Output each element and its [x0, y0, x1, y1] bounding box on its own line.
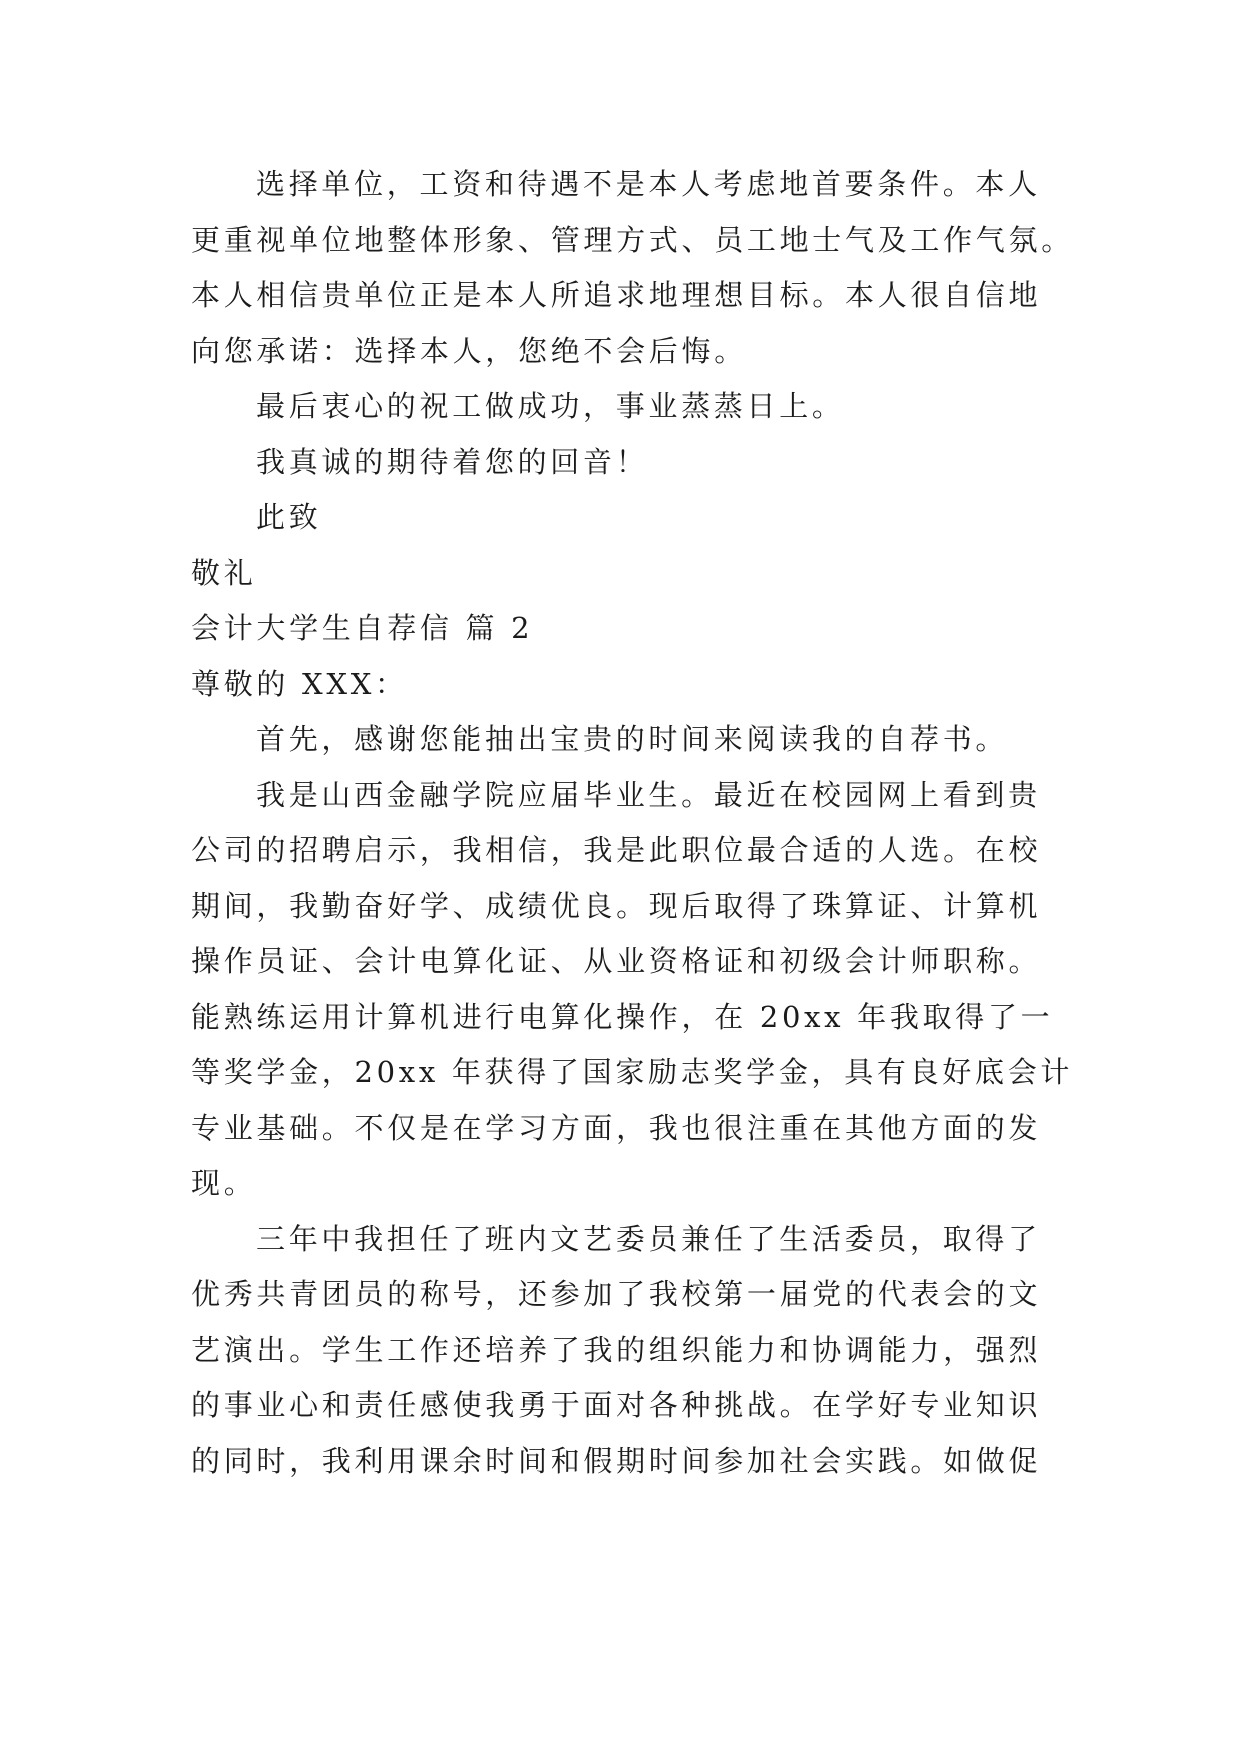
text-line: 公司的招聘启示，我相信，我是此职位最合适的人选。在校 [191, 833, 1042, 867]
text-line: 此致 [256, 500, 322, 534]
text-line: 期间，我勤奋好学、成绩优良。现后取得了珠算证、计算机 [191, 888, 1042, 923]
text-line: 向您承诺：选择本人，您绝不会后悔。 [191, 333, 747, 368]
text-line: 我是山西金融学院应届毕业生。最近在校园网上看到贵 [256, 777, 1041, 812]
paragraph-selection-criteria [191, 157, 1151, 379]
text-line: 更重视单位地整体形象、管理方式、员工地士气及工作气氛。 [191, 222, 1074, 257]
text-line: 操作员证、会计电算化证、从业资格证和初级会计师职称。 [191, 944, 1042, 978]
letter-heading [191, 601, 1151, 657]
document-body [191, 157, 1151, 1489]
text-line: 首先，感谢您能抽出宝贵的时间来阅读我的自荐书。 [256, 722, 1009, 756]
text-line: 本人相信贵单位正是本人所追求地理想目标。本人很自信地 [191, 278, 1042, 312]
greeting [191, 657, 1151, 713]
text-line: 艺演出。学生工作还培养了我的组织能力和协调能力，强烈 [191, 1332, 1042, 1367]
text-line: 专业基础。不仅是在学习方面，我也很注重在其他方面的发 [191, 1110, 1042, 1145]
closing-regards [191, 546, 1151, 602]
text-line: 的事业心和责任感使我勇于面对各种挑战。在学好专业知识 [191, 1388, 1042, 1422]
text-line: 优秀共青团员的称号，还参加了我校第一届党的代表会的文 [191, 1277, 1042, 1311]
text-line: 最后衷心的祝工做成功，事业蒸蒸日上。 [256, 389, 845, 423]
paragraph-awaiting-reply [191, 435, 1151, 491]
text-line: 现。 [191, 1166, 257, 1200]
text-line: 敬礼 [191, 555, 257, 590]
heading-line: 会计大学生自荐信 篇 2 [191, 611, 534, 645]
text-line: 尊敬的 XXX： [191, 666, 408, 701]
text-line: 三年中我担任了班内文艺委员兼任了生活委员，取得了 [256, 1221, 1041, 1256]
closing-salutation [191, 490, 1151, 546]
text-line: 我真诚的期待着您的回音！ [256, 444, 649, 479]
text-line: 选择单位，工资和待遇不是本人考虑地首要条件。本人 [256, 167, 1041, 201]
paragraph-activities [191, 1212, 1151, 1490]
paragraph-thanks [191, 712, 1151, 768]
text-line: 的同时，我利用课余时间和假期时间参加社会实践。如做促 [191, 1443, 1042, 1478]
paragraph-closing-wish [191, 379, 1151, 435]
text-line: 能熟练运用计算机进行电算化操作，在 20xx 年我取得了一 [191, 999, 1054, 1034]
paragraph-introduction [191, 768, 1151, 1212]
text-line: 等奖学金，20xx 年获得了国家励志奖学金，具有良好底会计 [191, 1055, 1074, 1089]
